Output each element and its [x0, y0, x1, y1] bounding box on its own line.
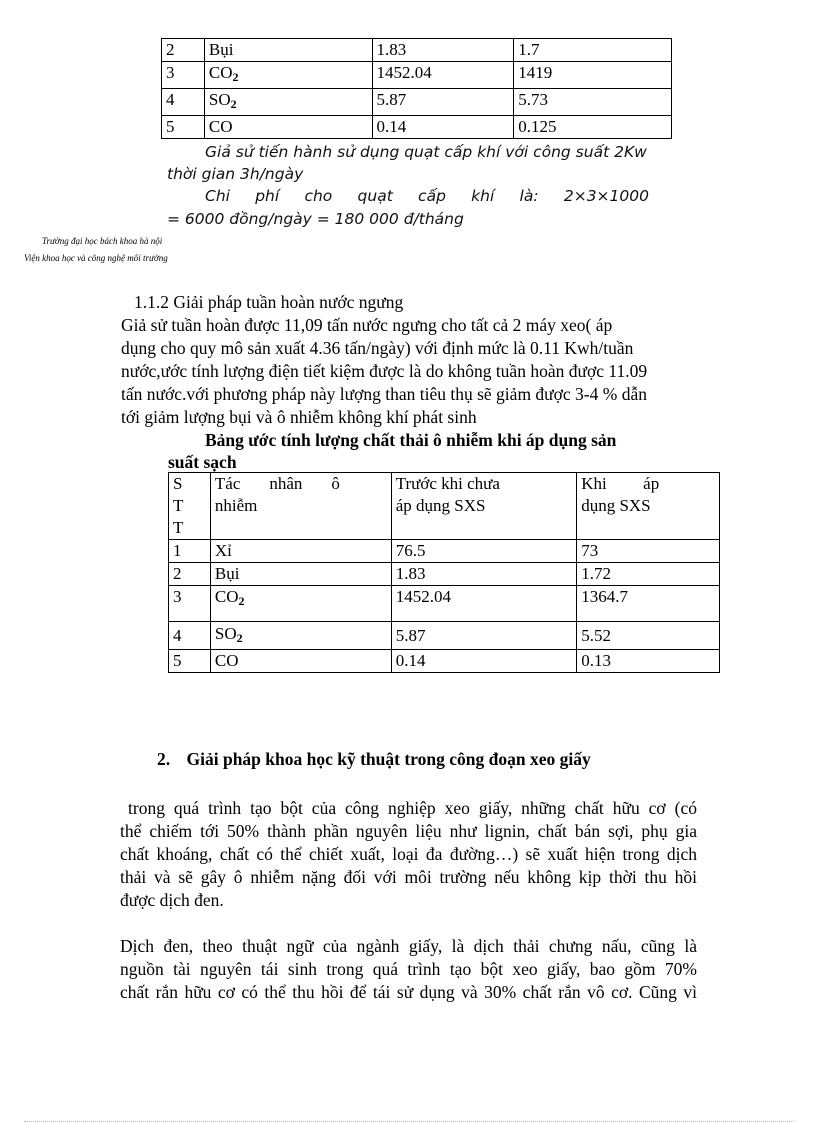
section-2-para1-line: trong quá trình tạo bột của công nghiệp xeo giấy, những chất hữu cơ (có: [128, 798, 697, 818]
cell-before: 1452.04: [391, 586, 577, 622]
factor-main: SO: [208, 90, 231, 109]
table-row: [169, 650, 720, 673]
fan-line-4: = 6000 đồng/ngày = 180 000 đ/tháng: [167, 210, 464, 228]
fan-line-2: thời gian 3h/ngày: [167, 165, 304, 183]
factor-subscript: 2: [236, 630, 243, 645]
table-row: [162, 39, 672, 62]
header-after-line: dụng SXS: [581, 496, 651, 515]
cell-before: 5.87: [391, 622, 577, 650]
cell-before: 1452.04: [372, 62, 514, 89]
cell-before: 1.83: [391, 563, 577, 586]
header-after-line: Khi áp: [581, 474, 660, 493]
cell-stt: 3: [169, 586, 211, 622]
cell-after: 1.7: [514, 39, 672, 62]
header-factor: [210, 473, 391, 540]
section-2-para2-line: Dịch đen, theo thuật ngữ của ngành giấy, là dịch thải chưng nấu, cũng là: [120, 936, 697, 956]
section-2-para1-line: thể chiếm tới 50% thành phần nguyên liệu như lignin, chất bán sợi, phụ gia: [120, 821, 697, 841]
table-row: [169, 622, 720, 650]
cell-after: 73: [577, 540, 720, 563]
section-112-line: tấn nước.với phương pháp này lượng than tiêu thụ sẽ giảm được 3-4 % dẫn: [121, 384, 647, 404]
section-112-line: dụng cho quy mô sản xuất 4.36 tấn/ngày) với định mức là 0.11 Kwh/tuần: [121, 338, 634, 358]
header-institute: Viện khoa học và công nghệ môi trường: [24, 253, 168, 263]
header-factor-line: Tác nhân ô: [214, 474, 340, 493]
header-factor-line: nhiễm: [214, 496, 258, 515]
header-before: [391, 473, 577, 540]
cell-stt: 2: [169, 563, 211, 586]
table-row: [169, 586, 720, 622]
cell-factor: [210, 586, 391, 622]
cell-factor: CO: [210, 650, 391, 673]
table-header-row: [169, 473, 720, 540]
cell-factor: Xỉ: [210, 540, 391, 563]
cell-before: 1.83: [372, 39, 514, 62]
header-after: [577, 473, 720, 540]
header-stt-char: T: [173, 496, 184, 515]
fan-line-1: Giả sử tiến hành sử dụng quạt cấp khí với công suất 2Kw: [205, 143, 647, 161]
cell-stt: 3: [162, 62, 205, 89]
header-before-line: áp dụng SXS: [395, 496, 486, 515]
cell-factor: Bụi: [204, 39, 372, 62]
table-row: [169, 563, 720, 586]
cell-factor: [204, 62, 372, 89]
table-emissions-continued: [161, 38, 672, 139]
table-row: [162, 89, 672, 116]
table2-caption: Bảng ước tính lượng chất thải ô nhiễm khi áp dụng sản: [205, 430, 617, 450]
cell-stt: 5: [162, 116, 205, 139]
header-stt-char: T: [173, 518, 184, 537]
factor-subscript: 2: [232, 70, 239, 84]
factor-main: SO: [214, 623, 237, 643]
factor-main: CO: [214, 587, 239, 606]
cell-after: 5.73: [514, 89, 672, 116]
section-112-line: nước,ước tính lượng điện tiết kiệm được là do không tuần hoàn được 11.09: [121, 361, 648, 381]
section-2-number: 2.: [157, 749, 171, 769]
section-2-para1-line: được dịch đen.: [120, 890, 224, 910]
table2-caption: suất sạch: [168, 452, 237, 472]
header-before-line: Trước khi chưa: [395, 474, 500, 493]
section-112-title: 1.1.2 Giải pháp tuần hoàn nước ngưng: [134, 292, 404, 312]
fan-line-3: Chi phí cho quạt cấp khí là: 2×3×1000: [205, 187, 649, 205]
header-stt-char: S: [173, 474, 183, 493]
factor-subscript: 2: [230, 97, 237, 111]
section-2-para1-line: chất khoáng, chất có thể chiết xuất, loại đa đường…) sẽ xuất hiện trong dịch: [120, 844, 697, 864]
header-stt: [169, 473, 211, 540]
factor-subscript: 2: [238, 594, 245, 608]
table-row: [169, 540, 720, 563]
section-2-para2-line: nguồn tài nguyên tái sinh trong quá trình tạo bột xeo giấy, bao gồm 70%: [120, 959, 697, 979]
table-row: [162, 116, 672, 139]
table-row: [162, 62, 672, 89]
section-112-line: tới giảm lượng bụi và ô nhiễm không khí phát sinh: [121, 407, 477, 427]
cell-factor: CO: [204, 116, 372, 139]
cell-before: 76.5: [391, 540, 577, 563]
section-2-para1-line: thải và sẽ gây ô nhiễm nặng đối với môi trường nếu không kịp thời thu hồi: [120, 867, 697, 887]
page-bottom-divider: [24, 1121, 794, 1122]
cell-after: 1364.7: [577, 586, 720, 622]
cell-stt: 4: [162, 89, 205, 116]
section-112-line: Giả sử tuần hoàn được 11,09 tấn nước ngưng cho tất cả 2 máy xeo( áp: [121, 315, 613, 335]
cell-after: 0.125: [514, 116, 672, 139]
cell-after: 1419: [514, 62, 672, 89]
cell-before: 5.87: [372, 89, 514, 116]
cell-after: 0.13: [577, 650, 720, 673]
cell-stt: 2: [162, 39, 205, 62]
cell-factor: [210, 622, 391, 650]
cell-before: 0.14: [391, 650, 577, 673]
cell-factor: [204, 89, 372, 116]
cell-stt: 5: [169, 650, 211, 673]
cell-factor: Bụi: [210, 563, 391, 586]
cell-stt: 4: [169, 622, 211, 650]
section-2-title: Giải pháp khoa học kỹ thuật trong công đoạn xeo giấy: [186, 749, 591, 769]
factor-main: CO: [208, 63, 233, 82]
cell-stt: 1: [169, 540, 211, 563]
cell-after: 1.72: [577, 563, 720, 586]
section-2-para2-line: chất rắn hữu cơ có thể thu hồi để tái sử dụng và 30% chất rắn vô cơ. Cũng vì: [120, 982, 697, 1002]
table-emissions-sxs: [168, 472, 720, 673]
cell-before: 0.14: [372, 116, 514, 139]
header-university: Trường đại học bách khoa hà nội: [42, 236, 163, 246]
cell-after: 5.52: [577, 622, 720, 650]
section-2-heading: [157, 748, 591, 771]
